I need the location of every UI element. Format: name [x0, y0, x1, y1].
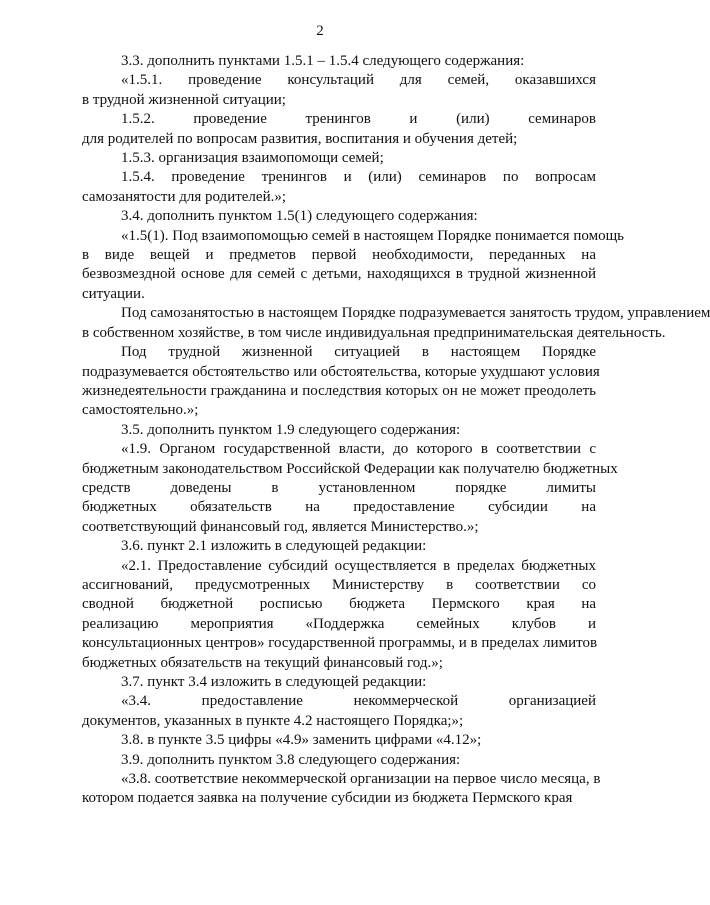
- paragraph: [82, 71, 596, 110]
- text-line: 1.5.2. проведение тренингов и (или) семинаров: [121, 111, 596, 128]
- text-line: бюджетных обязательств на текущий финансовый год.»;: [82, 654, 443, 671]
- document-body: [82, 52, 710, 809]
- paragraph: 3.8. в пункте 3.5 цифры «4.9» заменить цифрами «4.12»;: [121, 732, 482, 749]
- paragraph: 1.5.3. организация взаимопомощи семей;: [121, 150, 384, 167]
- text-line: подразумевается обстоятельство или обстоятельства, которые ухудшают условия: [82, 363, 600, 380]
- text-line: самозанятости для родителей.»;: [82, 188, 287, 205]
- paragraph: [82, 770, 601, 809]
- paragraph: 3.7. пункт 3.4 изложить в следующей редакции:: [121, 674, 427, 690]
- text-line: в виде вещей и предметов первой необходимости, переданных на: [82, 247, 596, 264]
- paragraph: [82, 343, 600, 421]
- paragraph: 3.4. дополнить пунктом 1.5(1) следующего содержания:: [121, 208, 478, 225]
- paragraph: [82, 557, 596, 673]
- text-line: средств доведены в установленном порядке лимиты: [82, 479, 596, 496]
- text-line: бюджетным законодательством Российской Федерации как получателю бюджетных: [82, 460, 618, 477]
- text-line: для родителей по вопросам развития, воспитания и обучения детей;: [82, 130, 518, 147]
- text-line: котором подается заявка на получение субсидии из бюджета Пермского края: [82, 790, 573, 807]
- text-line: «1.5.1. проведение консультаций для семей, оказавшихся: [121, 72, 596, 89]
- paragraph: 3.6. пункт 2.1 изложить в следующей редакции:: [121, 538, 427, 555]
- text-line: «1.5(1). Под взаимопомощью семей в настоящем Порядке понимается помощь: [121, 227, 624, 244]
- text-line: «3.4. предоставление некоммерческой организацией: [121, 693, 596, 710]
- text-line: «1.9. Органом государственной власти, до которого в соответствии с: [121, 441, 596, 458]
- page-number: 2: [316, 23, 324, 39]
- text-line: 1.5.4. проведение тренингов и (или) семинаров по вопросам: [121, 169, 596, 186]
- paragraph: [82, 168, 596, 207]
- paragraph: [82, 440, 618, 537]
- paragraph: 3.9. дополнить пунктом 3.8 следующего содержания:: [121, 751, 461, 768]
- text-line: консультационных центров» государственной программы, и в пределах лимитов: [82, 635, 598, 652]
- text-line: самостоятельно.»;: [82, 402, 199, 419]
- text-line: Под самозанятостью в настоящем Порядке подразумевается занятость трудом, управлением: [121, 305, 710, 322]
- text-line: сводной бюджетной росписью бюджета Пермского края на: [82, 596, 596, 613]
- paragraph: 3.3. дополнить пунктами 1.5.1 – 1.5.4 следующего содержания:: [121, 53, 525, 69]
- paragraph: 3.5. дополнить пунктом 1.9 следующего содержания:: [121, 421, 461, 438]
- text-line: безвозмездной основе для семей с детьми, находящихся в трудной жизненной: [82, 266, 596, 283]
- text-line: бюджетных обязательств на предоставление субсидии на: [82, 499, 596, 516]
- text-line: в трудной жизненной ситуации;: [82, 91, 286, 108]
- paragraph: [82, 110, 596, 149]
- text-line: соответствующий финансовый год, является Министерство.»;: [82, 518, 479, 535]
- text-line: в собственном хозяйстве, в том числе индивидуальная предпринимательская деятельность.: [82, 324, 666, 341]
- paragraph: [82, 304, 710, 343]
- paragraph: [82, 227, 624, 305]
- text-line: жизнедеятельности гражданина и последствия которых он не может преодолеть: [82, 382, 596, 399]
- text-line: «3.8. соответствие некоммерческой организации на первое число месяца, в: [121, 771, 601, 788]
- text-line: «2.1. Предоставление субсидий осуществляется в пределах бюджетных: [121, 557, 596, 574]
- text-line: документов, указанных в пункте 4.2 настоящего Порядка;»;: [82, 712, 464, 729]
- text-line: ситуации.: [82, 285, 145, 302]
- paragraph: [82, 692, 596, 731]
- text-line: реализацию мероприятия «Поддержка семейных клубов и: [82, 615, 596, 632]
- text-line: ассигнований, предусмотренных Министерству в соответствии со: [82, 576, 596, 593]
- text-line: Под трудной жизненной ситуацией в настоящем Порядке: [121, 344, 596, 361]
